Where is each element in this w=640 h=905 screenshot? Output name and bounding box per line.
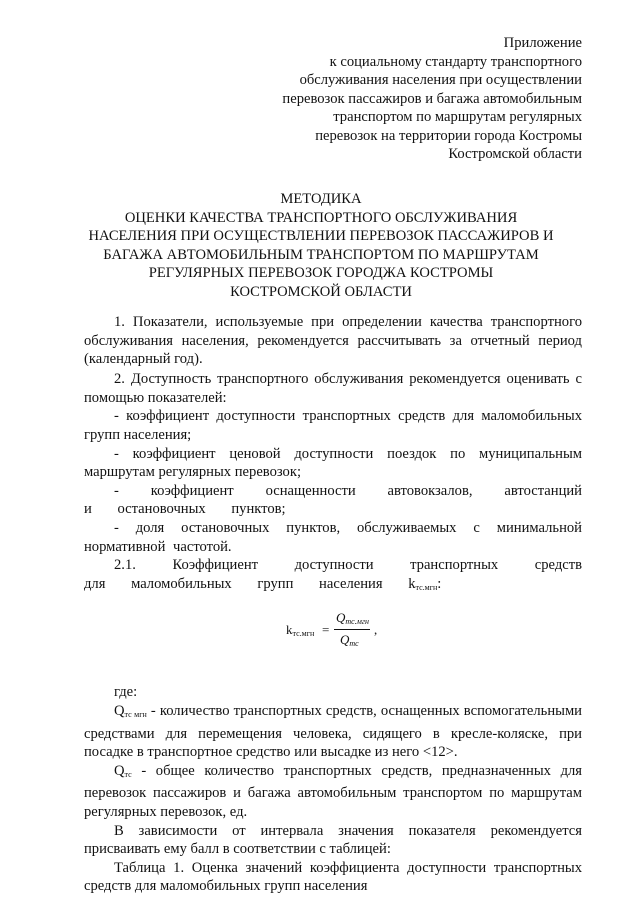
formula-denominator xyxy=(340,631,359,654)
appendix-line: обслуживания населения при осуществлении xyxy=(299,72,582,88)
formula-comma: , xyxy=(374,622,378,638)
formula-k: k xyxy=(286,622,293,638)
paragraph-2: 2. Доступность транспортного обслуживания рекомендуется оценивать с помощью показателей: xyxy=(84,371,582,406)
q2-text: - общее количество транспортных средств, предназначенных для перевозок пассажиров и багажа автомобильным транспортом по маршрутам регулярных перевозок, ед. xyxy=(84,762,582,820)
title-line: НАСЕЛЕНИЯ ПРИ ОСУЩЕСТВЛЕНИИ ПЕРЕВОЗОК ПАССАЖИРОВ И xyxy=(88,228,554,245)
q2-subscript: тс xyxy=(124,769,132,779)
list-item-3: - коэффициент оснащенности автовокзалов, автостанций и остановочных пунктов; xyxy=(84,482,582,518)
formula-den-sub: тс xyxy=(349,639,359,649)
document-body xyxy=(84,313,582,896)
paragraph-2-1 xyxy=(84,556,582,597)
q1-subscript: тс мгн xyxy=(124,710,147,719)
list-item-2: - коэффициент ценовой доступности поездок по муниципальным маршрутам регулярных перевозок; xyxy=(84,445,582,481)
paragraph-2-1-end: : xyxy=(437,575,442,592)
document-title xyxy=(60,190,582,302)
appendix-line: транспортом по маршрутам регулярных xyxy=(333,109,582,125)
paragraph-dependency: В зависимости от интервала значения показателя рекомендуется присваивать ему балл в соответствии с таблицей: xyxy=(84,822,582,858)
formula xyxy=(286,603,582,673)
paragraph-2-1-subscript: тс.мгн xyxy=(415,582,438,592)
title-line: ОЦЕНКИ КАЧЕСТВА ТРАНСПОРТНОГО ОБСЛУЖИВАНИЯ xyxy=(124,209,518,226)
list-item-1: - коэффициент доступности транспортных средств для маломобильных групп населения; xyxy=(84,408,582,444)
formula-k-sub: тс.мгн xyxy=(292,629,315,639)
q1-text: - количество транспортных средств, оснащенных вспомогательными средствами для перемещения человека, сидящего в кресле-коляске, при посадке в транспортное средство или высадке из него <12>. xyxy=(84,703,582,761)
where-label: где: xyxy=(114,684,138,701)
appendix-line: перевозок на территории города Костромы xyxy=(315,127,582,144)
formula-num-q: Q xyxy=(336,610,346,626)
formula-den-q: Q xyxy=(340,632,350,648)
appendix-line: к социальному стандарту транспортного xyxy=(329,53,582,70)
appendix-header xyxy=(282,34,582,164)
paragraph-2-1-text: 2.1. Коэффициент доступности транспортных средств для маломобильных групп населения k xyxy=(84,557,582,592)
definition-q-tc xyxy=(84,762,582,822)
definition-q-tc-mgn xyxy=(84,702,582,762)
title-line: МЕТОДИКА xyxy=(280,191,362,207)
q1-symbol: Q xyxy=(114,703,125,719)
title-line: БАГАЖА АВТОМОБИЛЬНЫМ ТРАНСПОРТОМ ПО МАРШРУТАМ xyxy=(103,246,539,263)
appendix-line: Костромской области xyxy=(448,146,582,162)
title-line: РЕГУЛЯРНЫХ ПЕРЕВОЗОК ГОРОДЖА КОСТРОМЫ xyxy=(148,265,494,282)
formula-equals: = xyxy=(322,622,330,638)
formula-lhs xyxy=(286,621,314,644)
appendix-line: перевозок пассажиров и багажа автомобильным xyxy=(282,90,582,107)
formula-num-sub: тс.мгн xyxy=(345,617,369,627)
appendix-line: Приложение xyxy=(503,35,582,51)
table-caption: Таблица 1. Оценка значений коэффициента доступности транспортных средств для маломобильных групп населения xyxy=(84,859,582,895)
paragraph-1: 1. Показатели, используемые при определении качества транспортного обслуживания населения, рекомендуется рассчитывать за отчетный период (календарный год). xyxy=(84,314,582,368)
list-item-4: - доля остановочных пунктов, обслуживаемых с минимальной нормативной частотой. xyxy=(84,520,582,555)
fraction-bar xyxy=(334,629,370,630)
q2-symbol: Q xyxy=(114,762,125,779)
title-line: КОСТРОМСКОЙ ОБЛАСТИ xyxy=(230,283,412,300)
